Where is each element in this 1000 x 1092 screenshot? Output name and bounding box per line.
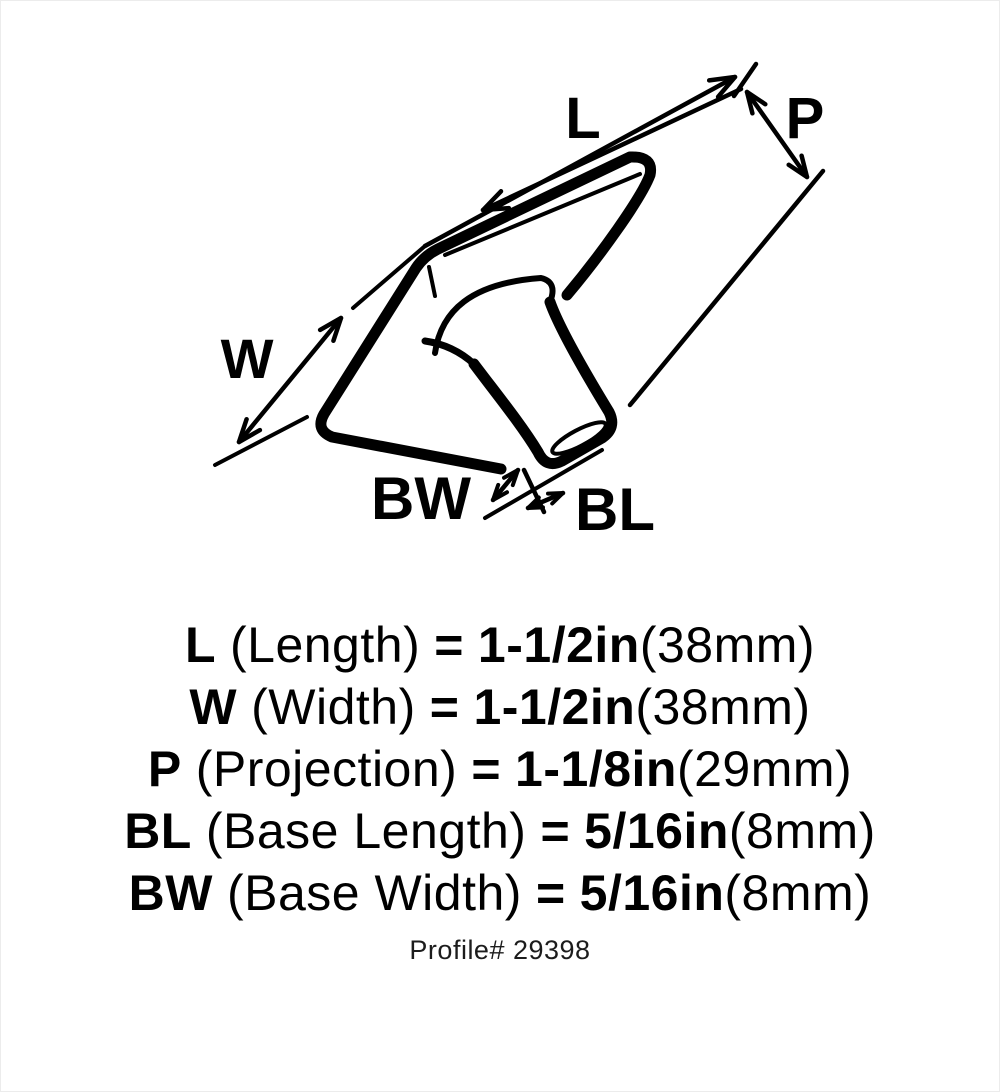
- spec-equals: =: [471, 741, 502, 797]
- spec-description: (Base Width): [226, 865, 522, 921]
- knob-drawing: [321, 157, 651, 469]
- spec-description: (Width): [251, 679, 416, 735]
- spec-term: BL: [124, 803, 192, 859]
- spec-value-imperial: 5/16in: [584, 803, 729, 859]
- knob-dimension-diagram: [1, 1, 1000, 581]
- spec-row-projection: [1, 738, 999, 800]
- spec-term: W: [189, 679, 238, 735]
- spec-row-base-width: [1, 862, 999, 924]
- spec-description: (Projection): [195, 741, 458, 797]
- spec-row-length: [1, 614, 999, 676]
- spec-value-metric: (38mm): [639, 617, 816, 673]
- spec-equals: =: [429, 679, 460, 735]
- spec-equals: =: [434, 617, 464, 673]
- base-length-label: BL: [575, 476, 655, 543]
- spec-term: BW: [128, 865, 213, 921]
- base-width-label: BW: [371, 465, 471, 532]
- spec-value-imperial: 1-1/2in: [477, 617, 640, 673]
- spec-equals: =: [535, 865, 566, 921]
- projection-label: P: [785, 86, 825, 151]
- spec-value-imperial: 5/16in: [579, 865, 725, 921]
- length-dimension-return-line: [483, 89, 741, 210]
- width-extension-line: [215, 417, 307, 465]
- spec-value-imperial: 1-1/2in: [473, 679, 636, 735]
- plate-corner-tick: [429, 267, 435, 296]
- spec-row-width: [1, 676, 999, 738]
- spec-value-imperial: 1-1/8in: [515, 741, 677, 797]
- spec-term: L: [184, 617, 216, 673]
- projection-reference-line: [630, 171, 823, 405]
- spec-equals: =: [540, 803, 571, 859]
- spec-description: (Base Length): [205, 803, 527, 859]
- spec-description: (Length): [229, 617, 421, 673]
- stem-flare-upper-curve: [435, 278, 553, 353]
- spec-value-metric: (8mm): [724, 865, 872, 921]
- profile-number: Profile# 29398: [409, 935, 591, 965]
- length-label: L: [565, 86, 601, 151]
- spec-row-base-length: [1, 800, 999, 862]
- spec-term: P: [147, 741, 182, 797]
- dimension-spec-list: [1, 614, 999, 924]
- width-label: W: [220, 327, 274, 390]
- spec-value-metric: (29mm): [676, 741, 853, 797]
- spec-value-metric: (38mm): [635, 679, 811, 735]
- spec-value-metric: (8mm): [728, 803, 876, 859]
